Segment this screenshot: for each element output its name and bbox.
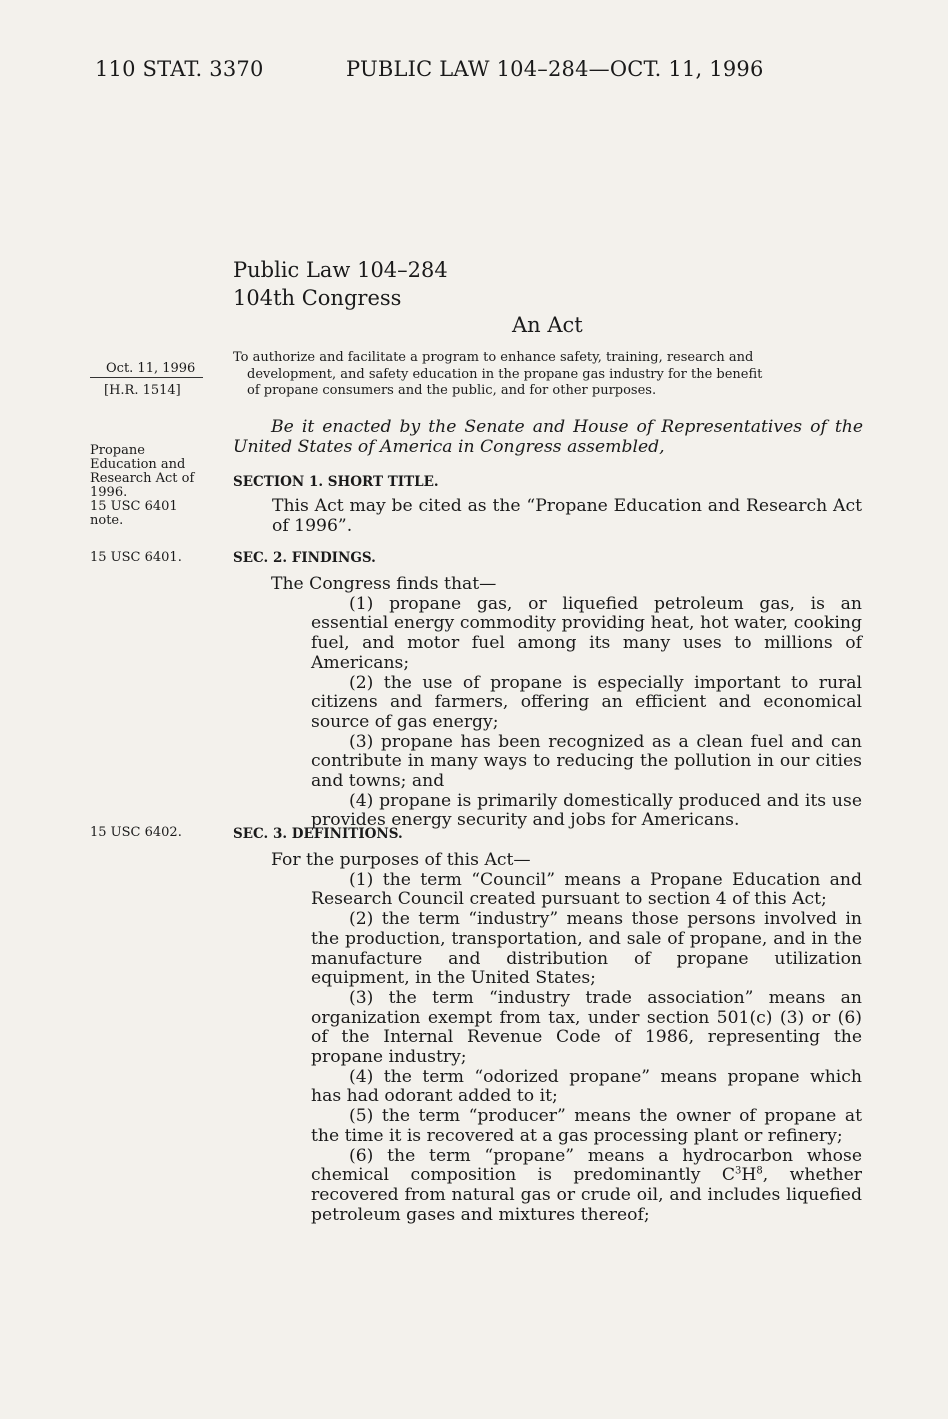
act-heading: An Act bbox=[512, 313, 583, 337]
margin-note-line: note. bbox=[90, 513, 124, 528]
finding-item: (2) the use of propane is especially important to rural citizens and farmers, offering an efficient and economical source of gas energy; bbox=[311, 672, 862, 732]
margin-sec2-note: 15 USC 6401. bbox=[90, 550, 182, 565]
subscript-3: 3 bbox=[735, 1165, 742, 1177]
stat-citation: 110 STAT. 3370 bbox=[95, 57, 264, 81]
section-2-body bbox=[272, 575, 862, 831]
enacting-clause-text: Be it enacted by the Senate and House of Representatives of the United States of America in Congress assembled, bbox=[233, 417, 863, 457]
public-law-title: Public Law 104–284 bbox=[233, 258, 448, 282]
definition-item: (4) the term “odorized propane” means propane which has had odorant added to it; bbox=[311, 1066, 862, 1107]
long-title-line: of propane consumers and the public, and for other purposes. bbox=[247, 383, 657, 398]
definition-item: (3) the term “industry trade association” means an organization exempt from tax, under section 501(c) (3) or (6) of the Internal Revenue Code of 1986, representing the propane industry; bbox=[311, 987, 862, 1068]
subscript-8: 8 bbox=[756, 1165, 763, 1177]
margin-note-line: Propane bbox=[90, 443, 145, 458]
definition-6-before: (6) the term “propane” means a hydrocarbon whose chemical composition is predominantly C bbox=[311, 1145, 862, 1186]
definition-item: (1) the term “Council” means a Propane Education and Research Council created pursuant to section 4 of this Act; bbox=[311, 869, 862, 910]
section-2-intro: The Congress finds that— bbox=[271, 574, 497, 594]
section-3-body bbox=[272, 851, 862, 1225]
finding-item: (1) propane gas, or liquefied petroleum gas, is an essential energy commodity providing heat, hot water, cooking fuel, and motor fuel among its many uses to millions of Americans; bbox=[311, 593, 862, 673]
finding-item: (3) propane has been recognized as a clean fuel and can contribute in many ways to reducing the pollution in our cities and towns; and bbox=[311, 731, 862, 792]
section-1-body bbox=[272, 497, 862, 536]
section-1-text: This Act may be cited as the “Propane Education and Research Act of 1996”. bbox=[272, 496, 862, 536]
margin-date: Oct. 11, 1996 bbox=[106, 361, 196, 376]
congress-title: 104th Congress bbox=[233, 286, 402, 310]
section-2-heading: SEC. 2. FINDINGS. bbox=[233, 550, 376, 566]
section-1-heading: SECTION 1. SHORT TITLE. bbox=[233, 474, 439, 490]
finding-item: (4) propane is primarily domestically produced and its use provides energy security and jobs for Americans. bbox=[311, 790, 862, 831]
section-3-heading: SEC. 3. DEFINITIONS. bbox=[233, 826, 403, 842]
long-title-line: development, and safety education in the propane gas industry for the benefit bbox=[247, 366, 763, 382]
long-title-line: To authorize and facilitate a program to enhance safety, training, research and bbox=[233, 350, 754, 365]
enacting-clause bbox=[233, 418, 863, 457]
definition-6-after: , whether recovered from natural gas or crude oil, and includes liquefied petroleum gases and mixtures thereof; bbox=[311, 1165, 862, 1225]
margin-note-line: Education and bbox=[90, 457, 186, 472]
definition-item: (5) the term “producer” means the owner of propane at the time it is recovered at a gas processing plant or refinery; bbox=[311, 1106, 862, 1146]
running-header: PUBLIC LAW 104–284—OCT. 11, 1996 bbox=[346, 57, 764, 81]
margin-note-line: 1996. bbox=[90, 485, 128, 500]
section-3-intro: For the purposes of this Act— bbox=[271, 850, 531, 870]
definition-6-h: H bbox=[741, 1165, 757, 1186]
definition-item: (2) the term “industry” means those persons involved in the production, transportation, and sale of propane, and in the manufacture and distribution of propane utilization equipment, in the United States; bbox=[311, 909, 862, 989]
margin-note-line: 15 USC 6401 bbox=[90, 499, 178, 514]
long-title bbox=[233, 350, 863, 400]
margin-sec3-note: 15 USC 6402. bbox=[90, 825, 182, 840]
margin-bill: [H.R. 1514] bbox=[104, 383, 181, 398]
margin-note-line: Research Act of bbox=[90, 471, 195, 486]
margin-rule bbox=[90, 377, 203, 378]
margin-short-title-note bbox=[90, 444, 194, 528]
definition-item-propane bbox=[272, 1147, 862, 1226]
